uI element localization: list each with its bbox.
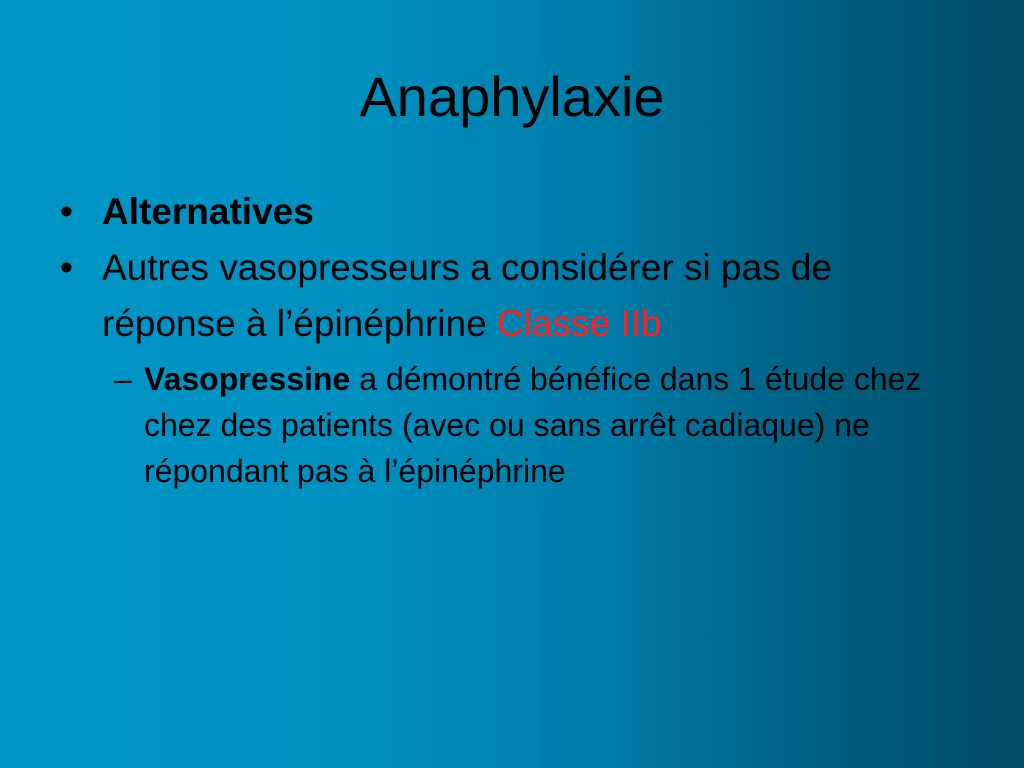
bullet-list <box>60 184 960 494</box>
slide-title: Anaphylaxie <box>359 65 665 128</box>
bullet-text: Alternatives <box>102 191 314 232</box>
subbullet-item-vasopressin <box>60 356 934 494</box>
bullet-marker: • <box>60 191 73 232</box>
subbullet-text: a démontré bénéfice dans 1 étude chez chez des patients (avec ou sans arrêt cadiaque) ne répondant pas à l’épinéphrine <box>144 361 922 489</box>
bullet-marker: • <box>60 247 73 288</box>
class-label: Classe IIb <box>496 303 662 344</box>
bullet-item-vasopressors <box>60 240 960 352</box>
bullet-item-alternatives <box>60 184 960 240</box>
subbullet-marker: – <box>114 361 132 397</box>
subbullet-bold-term: Vasopressine <box>144 361 360 397</box>
bullet-text: Autres vasopresseurs a considérer si pas de réponse à l’épinéphrine <box>102 247 833 344</box>
